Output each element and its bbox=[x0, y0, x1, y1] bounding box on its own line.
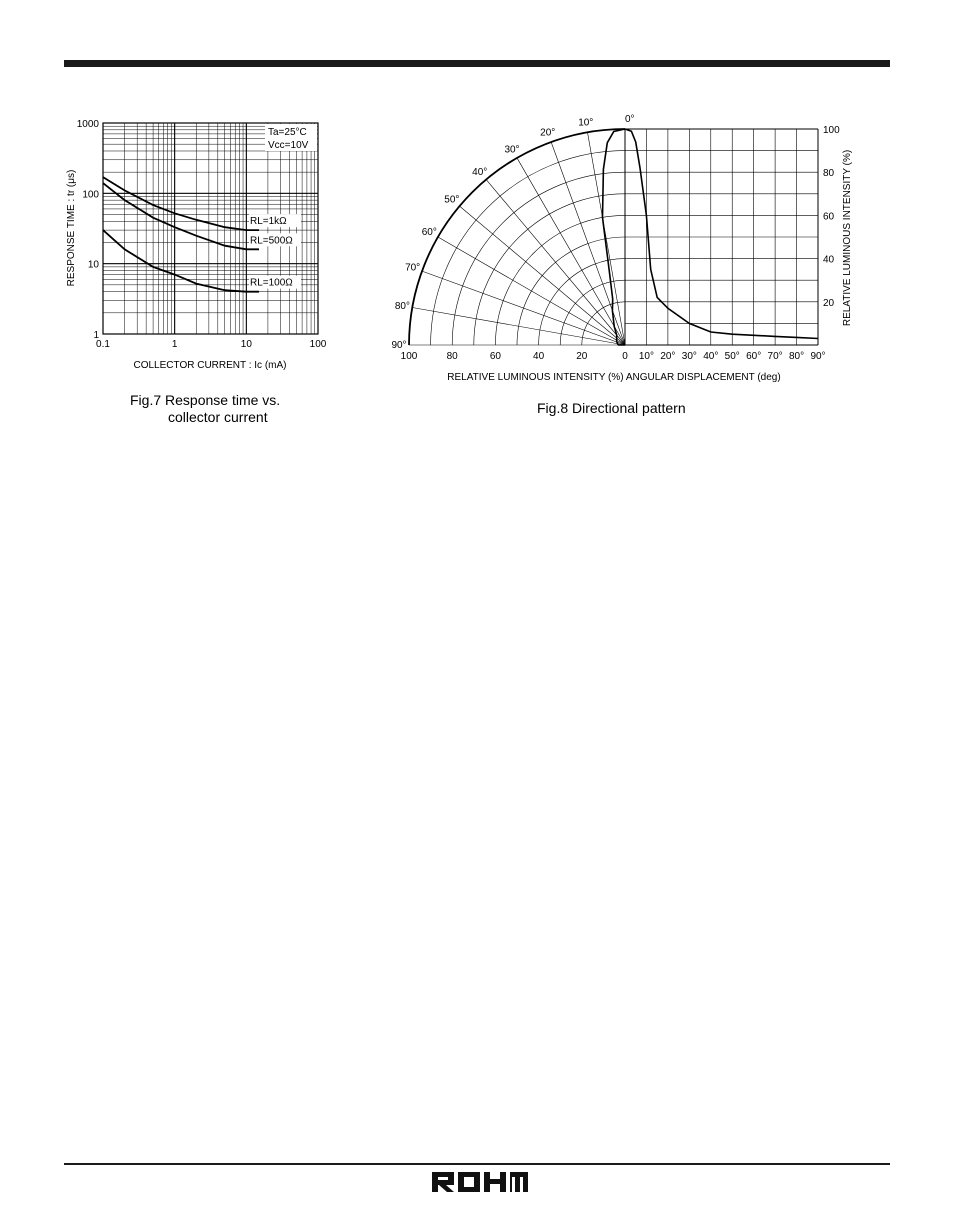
polar-angle-label: 50° bbox=[444, 194, 460, 206]
series-labels bbox=[249, 214, 301, 289]
y-tick-label: 1 bbox=[93, 330, 99, 341]
fig7-caption-line1: Fig.7 Response time vs. bbox=[130, 392, 281, 408]
x-axis-title: COLLECTOR CURRENT : Ic (mA) bbox=[133, 360, 287, 371]
condition-vcc: Vcc=10V bbox=[268, 140, 309, 151]
polar-angle-label: 80° bbox=[394, 300, 410, 312]
fig7-caption bbox=[130, 392, 330, 426]
tick-labels bbox=[391, 114, 840, 362]
right-tick-label: 60 bbox=[823, 211, 835, 223]
top-rule bbox=[64, 60, 890, 67]
fig7-caption-line2: collector current bbox=[168, 409, 268, 425]
rect-curve bbox=[625, 129, 818, 339]
polar-angle-label: 0° bbox=[625, 114, 635, 125]
polar-angle-label: 20° bbox=[540, 127, 556, 139]
polar-grid bbox=[409, 129, 625, 345]
rect-grid bbox=[625, 129, 818, 345]
y-tick-label: 10 bbox=[87, 259, 99, 271]
series-line-0 bbox=[103, 177, 259, 230]
left-tick-label: 60 bbox=[489, 351, 501, 362]
polar-angle-label: 60° bbox=[421, 227, 437, 238]
angle-tick-label: 50° bbox=[724, 351, 740, 362]
condition-ta: Ta=25°C bbox=[268, 127, 307, 138]
angle-tick-label: 90° bbox=[810, 351, 826, 362]
response-time-chart bbox=[60, 110, 350, 390]
x-tick-label: 0.1 bbox=[96, 339, 110, 350]
right-axis-title: RELATIVE LUMINOUS INTENSITY (%) bbox=[842, 149, 853, 327]
x-axis-title: RELATIVE LUMINOUS INTENSITY (%) ANGULAR DISPLACEMENT (deg) bbox=[447, 372, 781, 383]
left-tick-label: 40 bbox=[533, 351, 545, 362]
left-tick-label: 80 bbox=[446, 351, 458, 362]
polar-radial bbox=[460, 206, 625, 345]
rohm-logo bbox=[420, 1168, 530, 1194]
right-tick-label: 80 bbox=[823, 168, 835, 180]
y-tick-label: 100 bbox=[82, 189, 99, 201]
y-axis-title: RESPONSE TIME : tr (μs) bbox=[66, 169, 77, 287]
right-tick-label: 40 bbox=[823, 254, 835, 266]
polar-radial bbox=[486, 180, 625, 345]
fig8-caption: Fig.8 Directional pattern bbox=[537, 400, 686, 416]
polar-angle-label: 10° bbox=[578, 117, 594, 129]
directional-pattern-chart bbox=[380, 110, 860, 395]
angle-tick-label: 20° bbox=[660, 351, 676, 362]
polar-angle-label: 70° bbox=[405, 262, 421, 274]
angle-tick-label: 30° bbox=[681, 351, 697, 362]
logo-text: ROHM bbox=[420, 1168, 424, 1169]
angle-tick-label: 80° bbox=[788, 351, 805, 362]
series-label-1: RL=500Ω bbox=[250, 235, 293, 247]
x-tick-labels bbox=[96, 339, 327, 350]
left-tick-label: 100 bbox=[400, 351, 418, 362]
polar-angle-label: 40° bbox=[472, 166, 488, 178]
right-tick-label: 20 bbox=[823, 297, 835, 309]
angle-tick-label: 70° bbox=[767, 351, 783, 362]
series-line-2 bbox=[103, 230, 259, 292]
y-tick-label: 1000 bbox=[76, 119, 99, 130]
x-tick-label: 100 bbox=[309, 339, 327, 350]
y-tick-labels bbox=[77, 119, 100, 341]
x-tick-label: 1 bbox=[171, 339, 178, 350]
angle-tick-label: 60° bbox=[746, 351, 762, 362]
angle-tick-label: 10° bbox=[638, 351, 655, 362]
polar-angle-label: 90° bbox=[391, 340, 407, 351]
angle-tick-label: 40° bbox=[703, 351, 719, 362]
series-label-0: RL=1kΩ bbox=[250, 216, 287, 228]
x-tick-label: 10 bbox=[240, 339, 252, 350]
right-tick-label: 100 bbox=[823, 125, 840, 136]
series-label-2: RL=100Ω bbox=[250, 277, 293, 289]
polar-angle-label: 30° bbox=[504, 144, 520, 156]
left-tick-label: 20 bbox=[576, 351, 588, 362]
plot-frame bbox=[103, 123, 318, 334]
grid bbox=[103, 123, 318, 334]
left-tick-label: 0 bbox=[622, 351, 628, 362]
bottom-rule bbox=[64, 1163, 890, 1165]
